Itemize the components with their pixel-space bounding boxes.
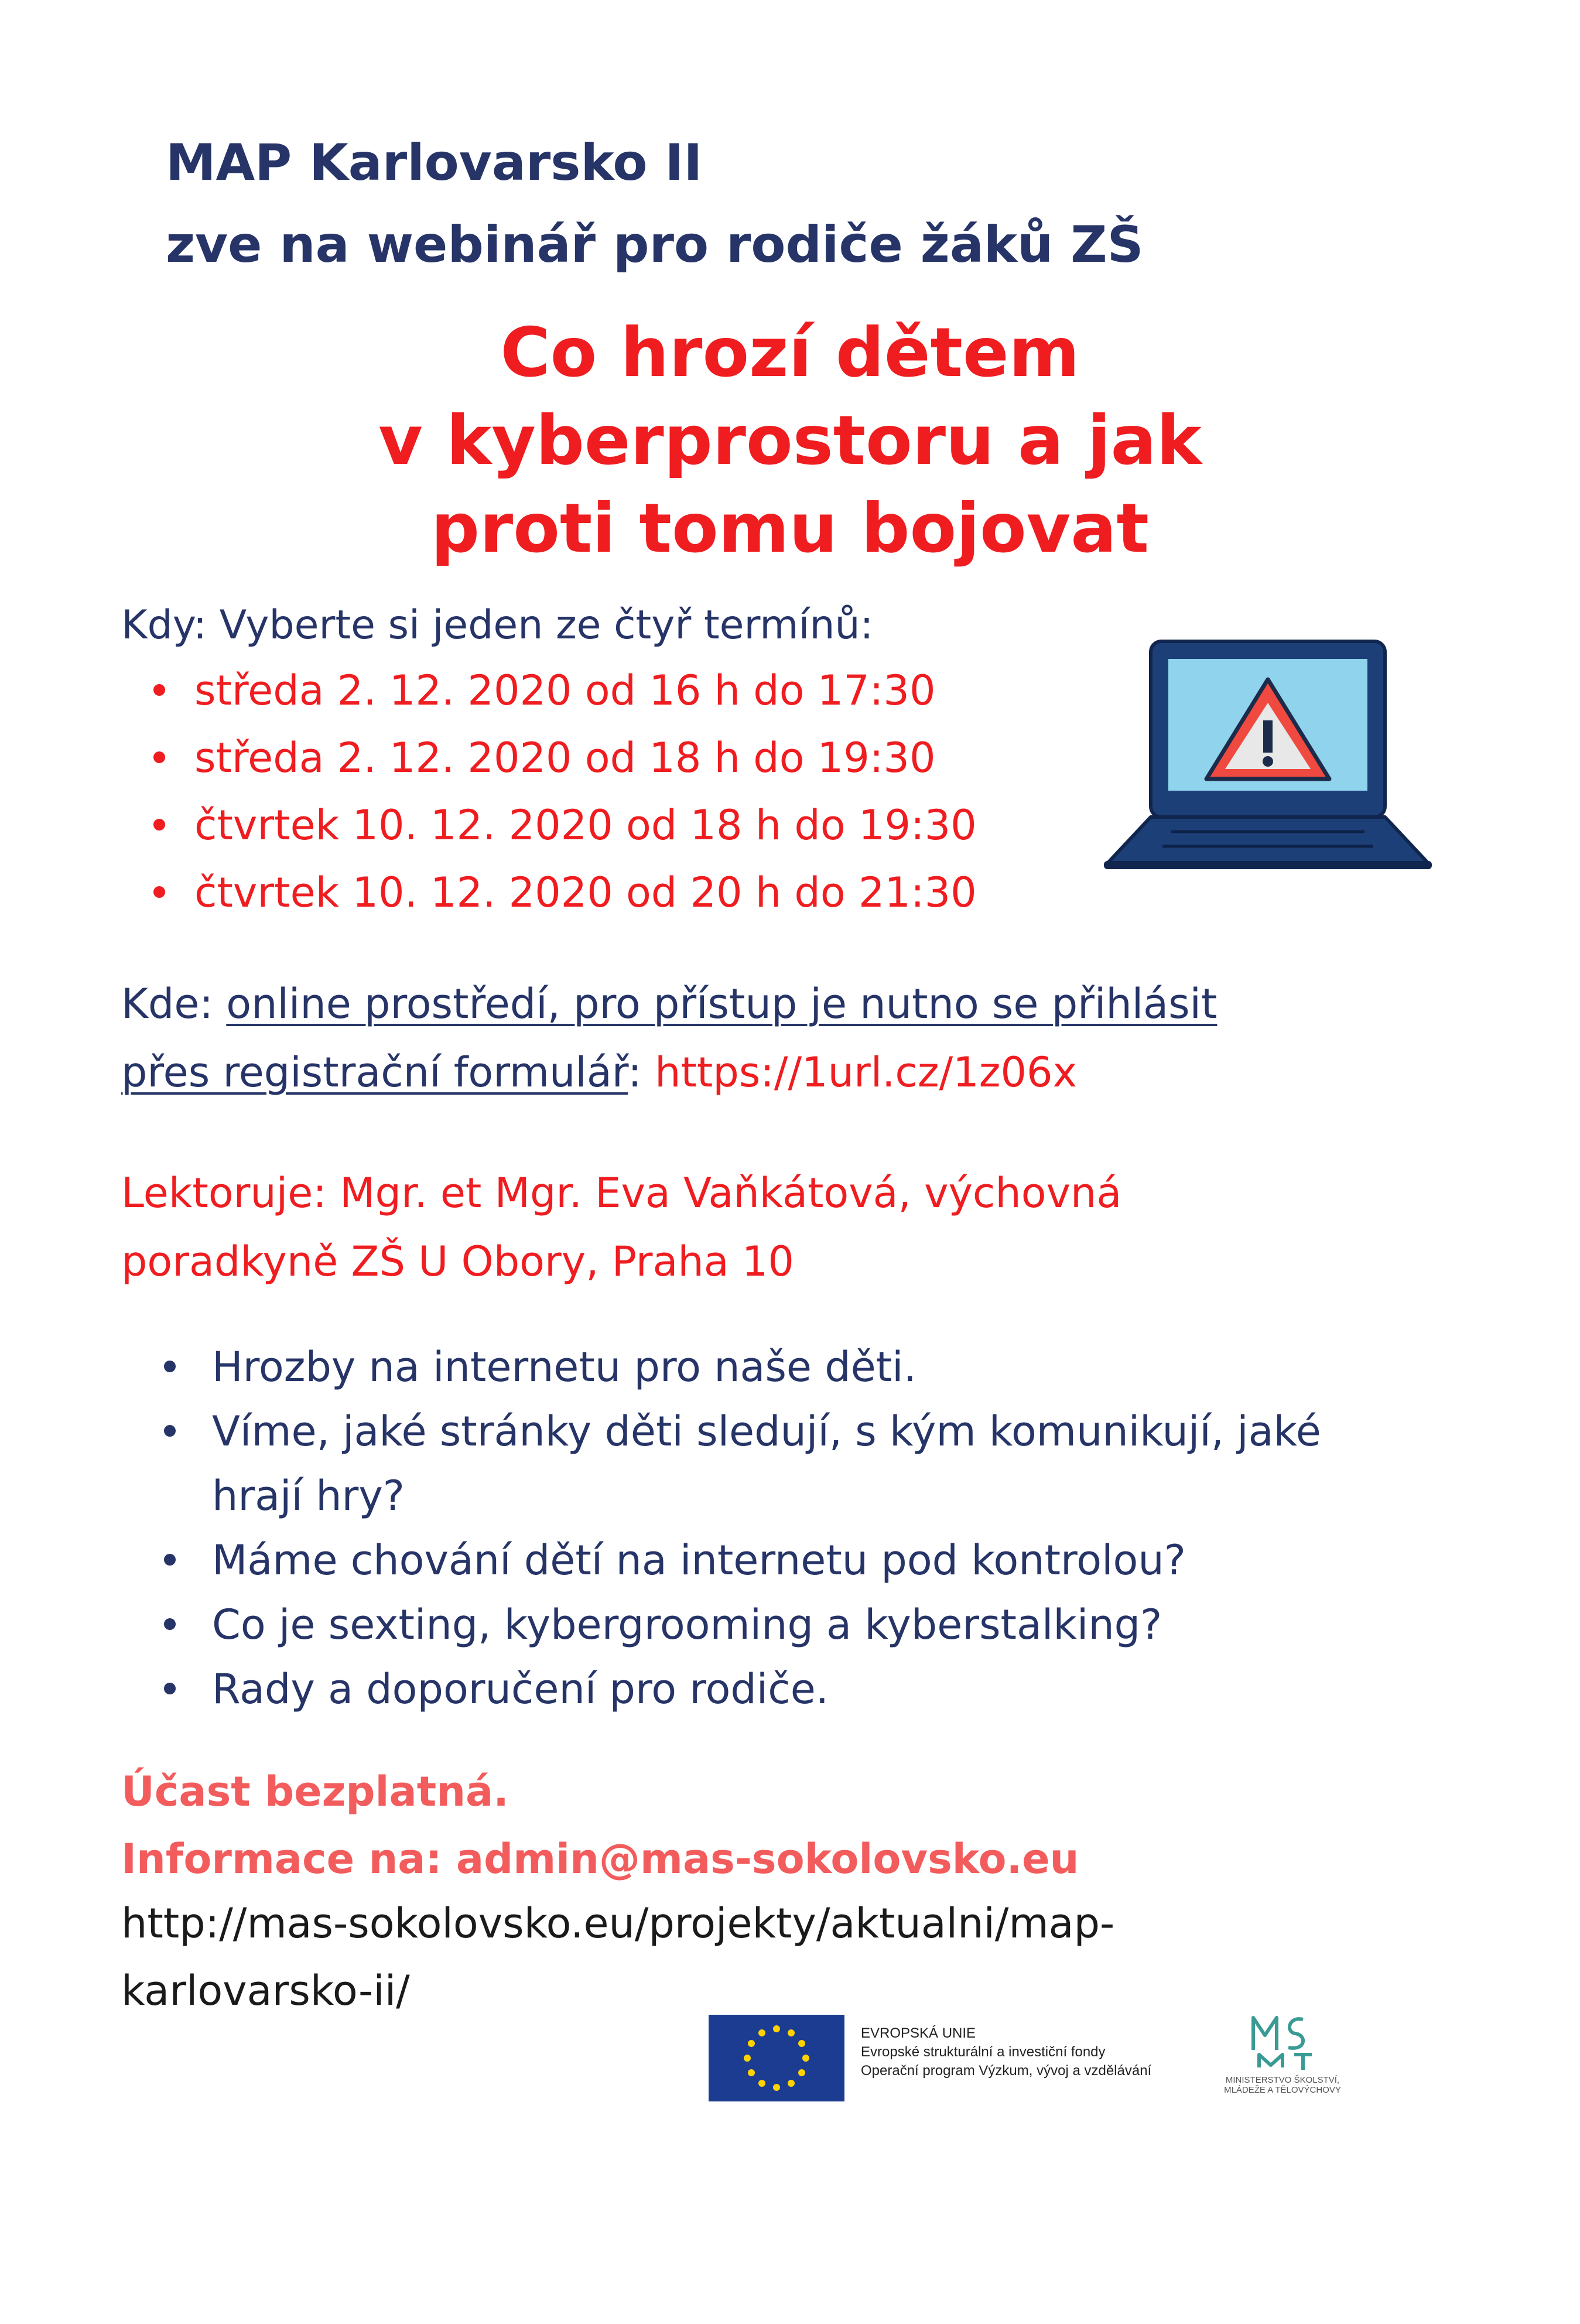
topic-item: Víme, jaké stránky děti sledují, s kým komunikují, jaké xyxy=(164,1407,1321,1455)
topic-item: Hrozby na internetu pro naše děti. xyxy=(164,1343,916,1391)
bullet-icon xyxy=(153,751,165,763)
date-item: středa 2. 12. 2020 od 16 h do 17:30 xyxy=(153,667,936,715)
bullet-icon xyxy=(164,1683,176,1694)
webinar-title-line-3: proti tomu bojovat xyxy=(430,489,1150,568)
svg-text:MINISTERSTVO ŠKOLSTVÍ,: MINISTERSTVO ŠKOLSTVÍ, xyxy=(1225,2075,1340,2085)
date-item: středa 2. 12. 2020 od 18 h do 19:30 xyxy=(153,734,936,782)
registration-link-cont[interactable]: přes registrační formulář xyxy=(121,1048,628,1096)
topic-item-continuation: hrají hry? xyxy=(212,1472,405,1520)
where-line-1: Kde: online prostředí, pro přístup je nutno se přihlásit xyxy=(121,980,1218,1028)
topic-item: Rady a doporučení pro rodiče. xyxy=(164,1665,829,1713)
project-url-line-2[interactable]: karlovarsko-ii/ xyxy=(121,1967,410,2015)
topic-item: Co je sexting, kybergrooming a kyberstalking? xyxy=(164,1601,1162,1649)
eu-flag-icon xyxy=(709,2015,844,2101)
bullet-icon xyxy=(153,886,165,898)
header-organizer: MAP Karlovarsko II xyxy=(166,134,703,192)
registration-url[interactable]: https://1url.cz/1z06x xyxy=(655,1048,1078,1096)
bullet-icon xyxy=(153,684,165,696)
free-participation: Účast bezplatná. xyxy=(121,1768,509,1816)
eu-funds-label: Evropské strukturální a investiční fondy xyxy=(861,2044,1106,2060)
eu-label: EVROPSKÁ UNIE xyxy=(861,2025,976,2041)
bullet-icon xyxy=(164,1554,176,1566)
bullet-icon xyxy=(164,1618,176,1630)
bullet-icon xyxy=(153,819,165,831)
where-line-2: přes registrační formulář: https://1url.cz/1z06x xyxy=(121,1048,1078,1096)
svg-text:MLÁDEŽE A TĚLOVÝCHOVY: MLÁDEŽE A TĚLOVÝCHOVY xyxy=(1224,2085,1341,2095)
registration-link[interactable]: online prostředí, pro přístup je nutno se přihlásit xyxy=(226,980,1218,1028)
lecturer-line-1: Lektoruje: Mgr. et Mgr. Eva Vaňkátová, výchovná xyxy=(121,1169,1122,1217)
lecturer-line-2: poradkyně ZŠ U Obory, Praha 10 xyxy=(121,1238,794,1286)
webinar-title-line-1: Co hrozí dětem xyxy=(500,313,1080,392)
date-item: čtvrtek 10. 12. 2020 od 20 h do 21:30 xyxy=(153,869,977,917)
when-label: Kdy: Vyberte si jeden ze čtyř termínů: xyxy=(121,602,874,648)
laptop-warning-icon xyxy=(1101,638,1435,873)
topic-item: Máme chování dětí na internetu pod kontrolou? xyxy=(164,1536,1186,1584)
eu-programme-label: Operační program Výzkum, vývoj a vzdělávání xyxy=(861,2063,1152,2079)
contact-info: Informace na: admin@mas-sokolovsko.eu xyxy=(121,1835,1079,1883)
webinar-title-line-2: v kyberprostoru a jak xyxy=(378,401,1202,480)
header-invitation: zve na webinář pro rodiče žáků ZŠ xyxy=(166,216,1144,274)
bullet-icon xyxy=(164,1425,176,1437)
msmt-logo-icon xyxy=(1195,2009,1370,2097)
bullet-icon xyxy=(164,1361,176,1372)
project-url-line-1[interactable]: http://mas-sokolovsko.eu/projekty/aktualni/map- xyxy=(121,1899,1115,1947)
date-item: čtvrtek 10. 12. 2020 od 18 h do 19:30 xyxy=(153,801,977,849)
